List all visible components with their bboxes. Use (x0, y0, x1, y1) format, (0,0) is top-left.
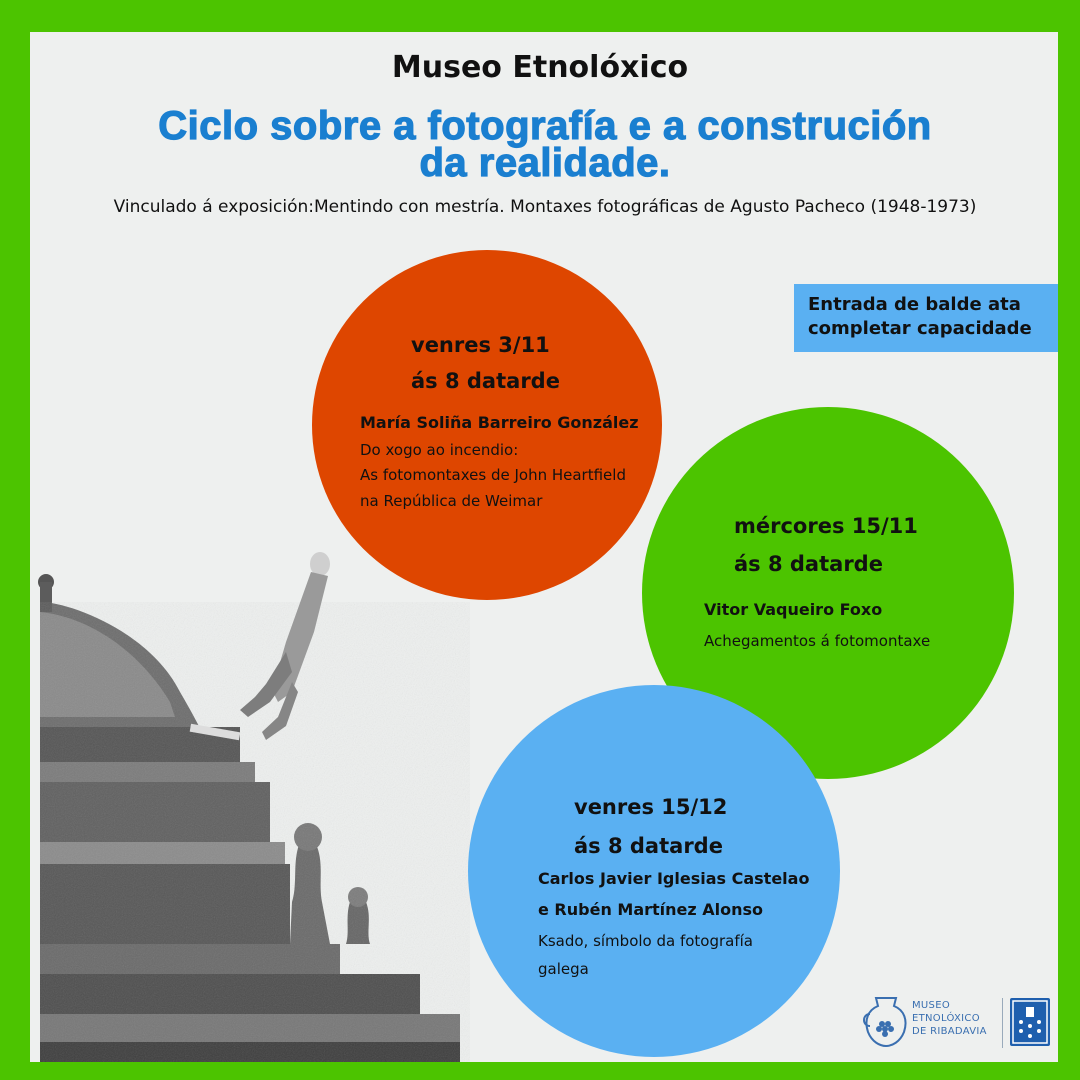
event-3-time: ás 8 datarde (574, 834, 723, 858)
museum-name: Museo Etnolóxico (391, 50, 689, 85)
event-1-day: venres 3/11 (411, 333, 550, 357)
free-entry-badge (794, 284, 1058, 352)
logo-line-2: ETNOLÓXICO (912, 1013, 980, 1024)
event-2-time: ás 8 datarde (734, 552, 883, 576)
event-1-talk-line-3: na República de Weimar (360, 492, 543, 510)
title-line-1: Ciclo sobre a fotografía e a construción (158, 104, 932, 148)
event-2-speaker: Vitor Vaqueiro Foxo (704, 600, 883, 619)
exhibition-subtitle: Vinculado á exposición:Mentindo con mestría. Montaxes fotográficas de Agusto Pacheco (1948-1973) (113, 197, 977, 217)
museum-logo-text (912, 999, 987, 1038)
event-2-day: mércores 15/11 (734, 514, 918, 538)
logo-line-3: DE RIBADAVIA (912, 1026, 987, 1037)
photomontage-image (30, 542, 470, 1062)
event-1-time: ás 8 datarde (411, 369, 560, 393)
event-3-talk-line-2: galega (538, 960, 589, 978)
event-3-day: venres 15/12 (574, 795, 728, 819)
event-1-talk-line-1: Do xogo ao incendio: (360, 441, 519, 459)
museum-vase-logo-icon (862, 992, 910, 1050)
galicia-shield-icon (1010, 998, 1050, 1046)
event-2-talk-line-1: Achegamentos á fotomontaxe (704, 632, 931, 650)
logo-divider (1002, 998, 1003, 1048)
badge-line-2: completar capacidade (808, 318, 1032, 339)
stone-tower (38, 574, 470, 1062)
event-1-speaker: María Soliña Barreiro González (360, 413, 639, 432)
poster-panel (30, 32, 1058, 1062)
cycle-title (30, 104, 1058, 185)
event-3-speaker-line-1: Carlos Javier Iglesias Castelao (538, 869, 810, 888)
event-3-speaker-line-2: e Rubén Martínez Alonso (538, 900, 764, 919)
badge-line-1: Entrada de balde ata (808, 294, 1021, 315)
event-3-talk-line-1: Ksado, símbolo da fotografía (538, 932, 754, 950)
logo-line-1: MUSEO (912, 1000, 950, 1011)
title-line-2: da realidade. (419, 141, 671, 185)
event-1-talk-line-2: As fotomontaxes de John Heartfield (360, 466, 626, 484)
